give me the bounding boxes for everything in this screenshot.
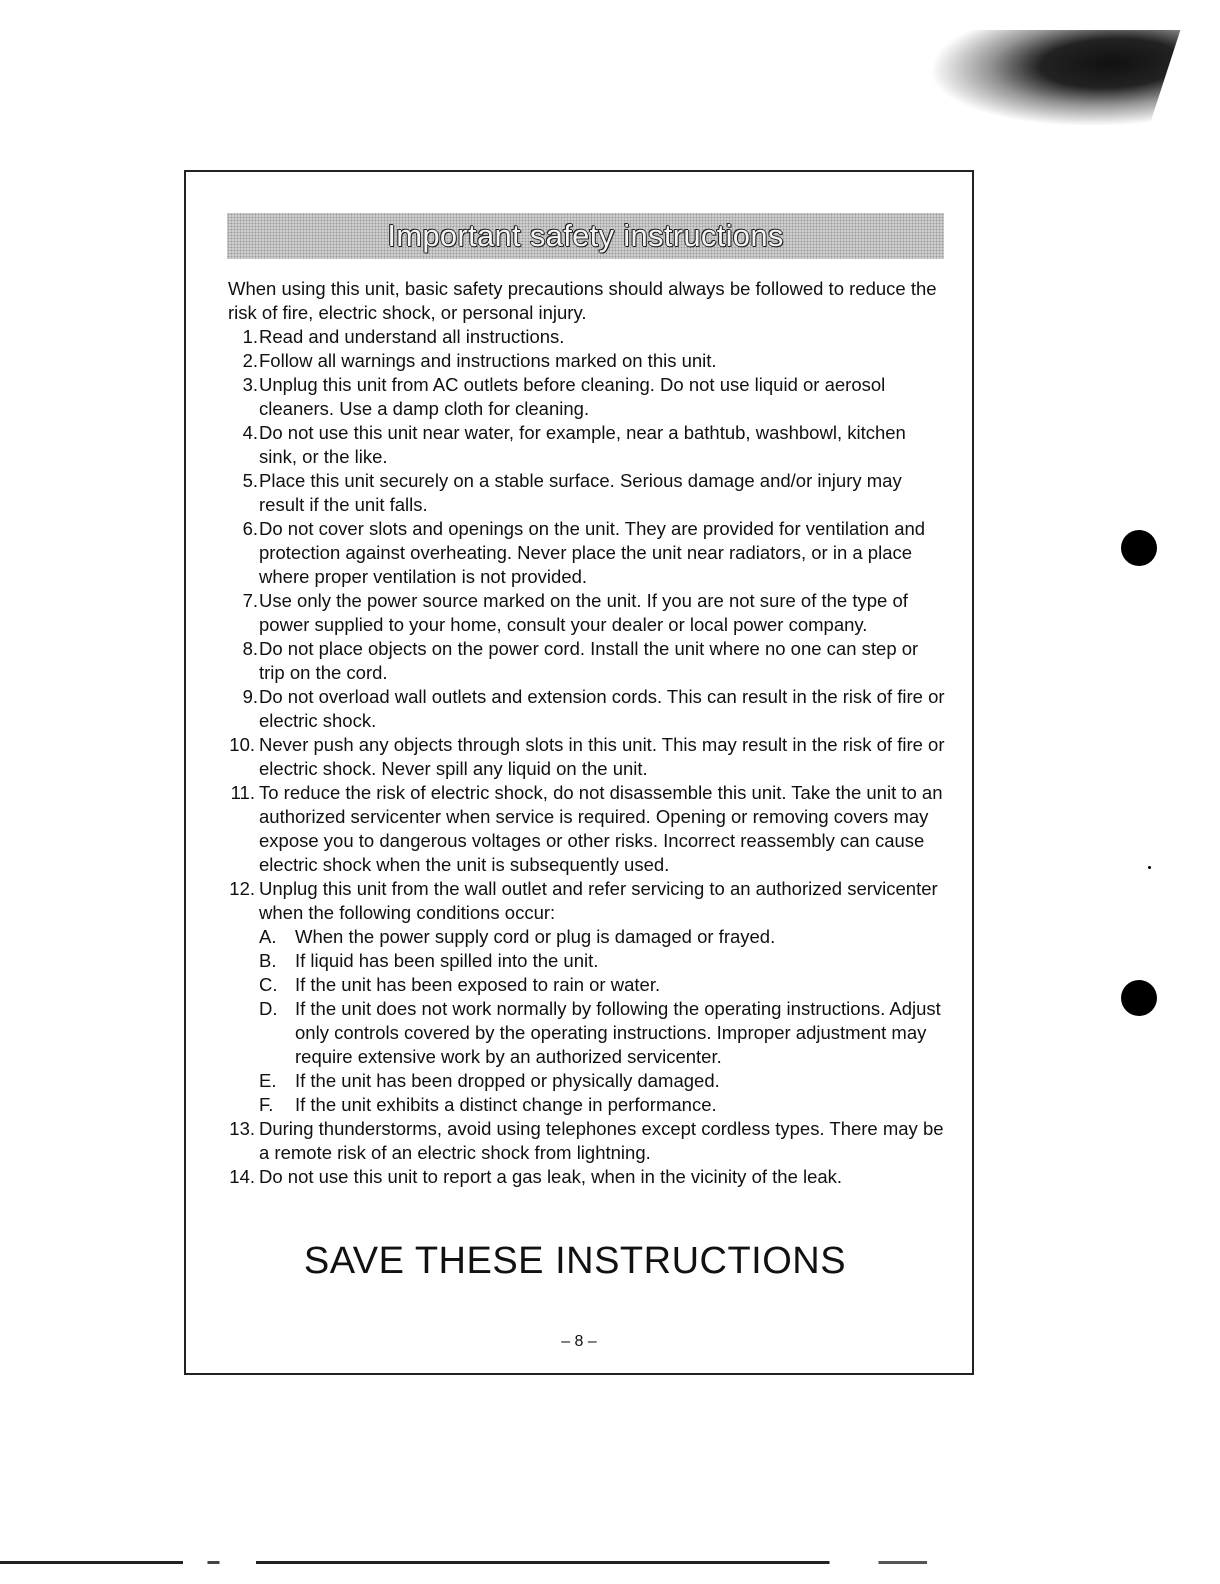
instruction-item-9 <box>228 685 948 733</box>
condition-item-e <box>259 1069 948 1093</box>
instruction-item-8 <box>228 637 948 685</box>
item-number: 9. <box>242 686 258 707</box>
condition-letter: A. <box>259 926 277 947</box>
condition-item-a <box>259 925 948 949</box>
item-number: 5. <box>242 470 258 491</box>
instruction-item-10 <box>228 733 948 781</box>
instruction-item-2 <box>228 349 948 373</box>
item-text: Do not overload wall outlets and extension cords. This can result in the risk of fire or electric shock. <box>259 686 945 731</box>
intro-paragraph: When using this unit, basic safety precautions should always be followed to reduce the risk of fire, electric shock, or personal injury. <box>228 278 937 323</box>
save-instructions-text: SAVE THESE INSTRUCTIONS <box>303 1240 847 1282</box>
condition-text: If the unit does not work normally by following the operating instructions. Adjust only controls covered by the operating instructions. Improper adjustment may require extensive work by an authorized servicenter. <box>295 998 941 1067</box>
binder-hole-mark <box>1121 980 1157 1016</box>
instruction-item-4 <box>228 421 948 469</box>
item-number: 3. <box>242 374 258 395</box>
condition-letter: F. <box>259 1094 274 1115</box>
item-number: 14. <box>229 1166 255 1187</box>
item-text: Do not cover slots and openings on the unit. They are provided for ventilation and protection against overheating. Never place the unit near radiators, or in a place where proper ventilation is not provided. <box>259 518 926 587</box>
item-text: Follow all warnings and instructions marked on this unit. <box>259 350 717 371</box>
scan-edge-line <box>0 1561 1220 1564</box>
item-text: Place this unit securely on a stable surface. Serious damage and/or injury may result if the unit falls. <box>259 470 902 515</box>
condition-item-c <box>259 973 948 997</box>
item-number: 11. <box>230 782 255 803</box>
condition-text: When the power supply cord or plug is damaged or frayed. <box>295 926 776 947</box>
scan-smudge <box>915 30 1181 125</box>
item-number: 7. <box>242 590 258 611</box>
item-text: To reduce the risk of electric shock, do not disassemble this unit. Take the unit to an authorized servicenter when service is required. Opening or removing covers may expose you to dangerous voltages or other risks. Incorrect reassembly can cause electric shock when the unit is subsequently used. <box>259 782 943 875</box>
condition-text: If liquid has been spilled into the unit. <box>295 950 599 971</box>
item-number: 2. <box>242 350 258 371</box>
condition-letter: E. <box>259 1070 277 1091</box>
item-text: Do not use this unit to report a gas leak, when in the vicinity of the leak. <box>259 1166 843 1187</box>
instruction-item-7 <box>228 589 948 637</box>
instruction-item-12 <box>228 877 948 1117</box>
item-number: 1. <box>242 326 258 347</box>
binder-hole-mark <box>1121 530 1157 566</box>
item-number: 13. <box>229 1118 255 1139</box>
condition-letter: B. <box>259 950 277 971</box>
condition-list <box>259 925 948 1117</box>
item-text: Use only the power source marked on the unit. If you are not sure of the type of power supplied to your home, consult your dealer or local power company. <box>259 590 908 635</box>
condition-text: If the unit has been dropped or physically damaged. <box>295 1070 720 1091</box>
scan-speck <box>1148 866 1151 869</box>
item-text: During thunderstorms, avoid using telephones except cordless types. There may be a remote risk of an electric shock from lightning. <box>259 1118 944 1163</box>
item-number: 8. <box>242 638 258 659</box>
condition-letter: D. <box>259 998 278 1019</box>
item-number: 4. <box>242 422 258 443</box>
instruction-item-13 <box>228 1117 948 1165</box>
page-title: Important safety instructions <box>387 218 784 253</box>
item-number: 6. <box>242 518 258 539</box>
item-text: Do not use this unit near water, for example, near a bathtub, washbowl, kitchen sink, or the like. <box>259 422 906 467</box>
condition-letter: C. <box>259 974 278 995</box>
condition-text: If the unit has been exposed to rain or water. <box>295 974 661 995</box>
condition-text: If the unit exhibits a distinct change in performance. <box>295 1094 717 1115</box>
condition-item-b <box>259 949 948 973</box>
save-instructions-banner <box>184 1240 974 1283</box>
item-text: Unplug this unit from the wall outlet and refer servicing to an authorized servicenter when the following conditions occur: <box>259 878 938 923</box>
instruction-item-11 <box>228 781 948 877</box>
page-number: – 8 – <box>561 1333 597 1350</box>
item-text: Do not place objects on the power cord. Install the unit where no one can step or trip on the cord. <box>259 638 919 683</box>
instruction-item-14 <box>228 1165 948 1189</box>
instruction-item-3 <box>228 373 948 421</box>
instruction-item-6 <box>228 517 948 589</box>
instruction-list <box>228 325 948 1189</box>
item-text: Read and understand all instructions. <box>259 326 565 347</box>
instruction-item-1 <box>228 325 948 349</box>
condition-item-d <box>259 997 948 1069</box>
item-number: 10. <box>229 734 255 755</box>
item-text: Unplug this unit from AC outlets before cleaning. Do not use liquid or aerosol cleaners. Use a damp cloth for cleaning. <box>259 374 886 419</box>
condition-item-f <box>259 1093 948 1117</box>
item-text: Never push any objects through slots in this unit. This may result in the risk of fire or electric shock. Never spill any liquid on the unit. <box>259 734 945 779</box>
title-band <box>227 213 944 259</box>
instruction-item-5 <box>228 469 948 517</box>
instructions-body <box>228 277 948 1189</box>
item-number: 12. <box>229 878 255 899</box>
